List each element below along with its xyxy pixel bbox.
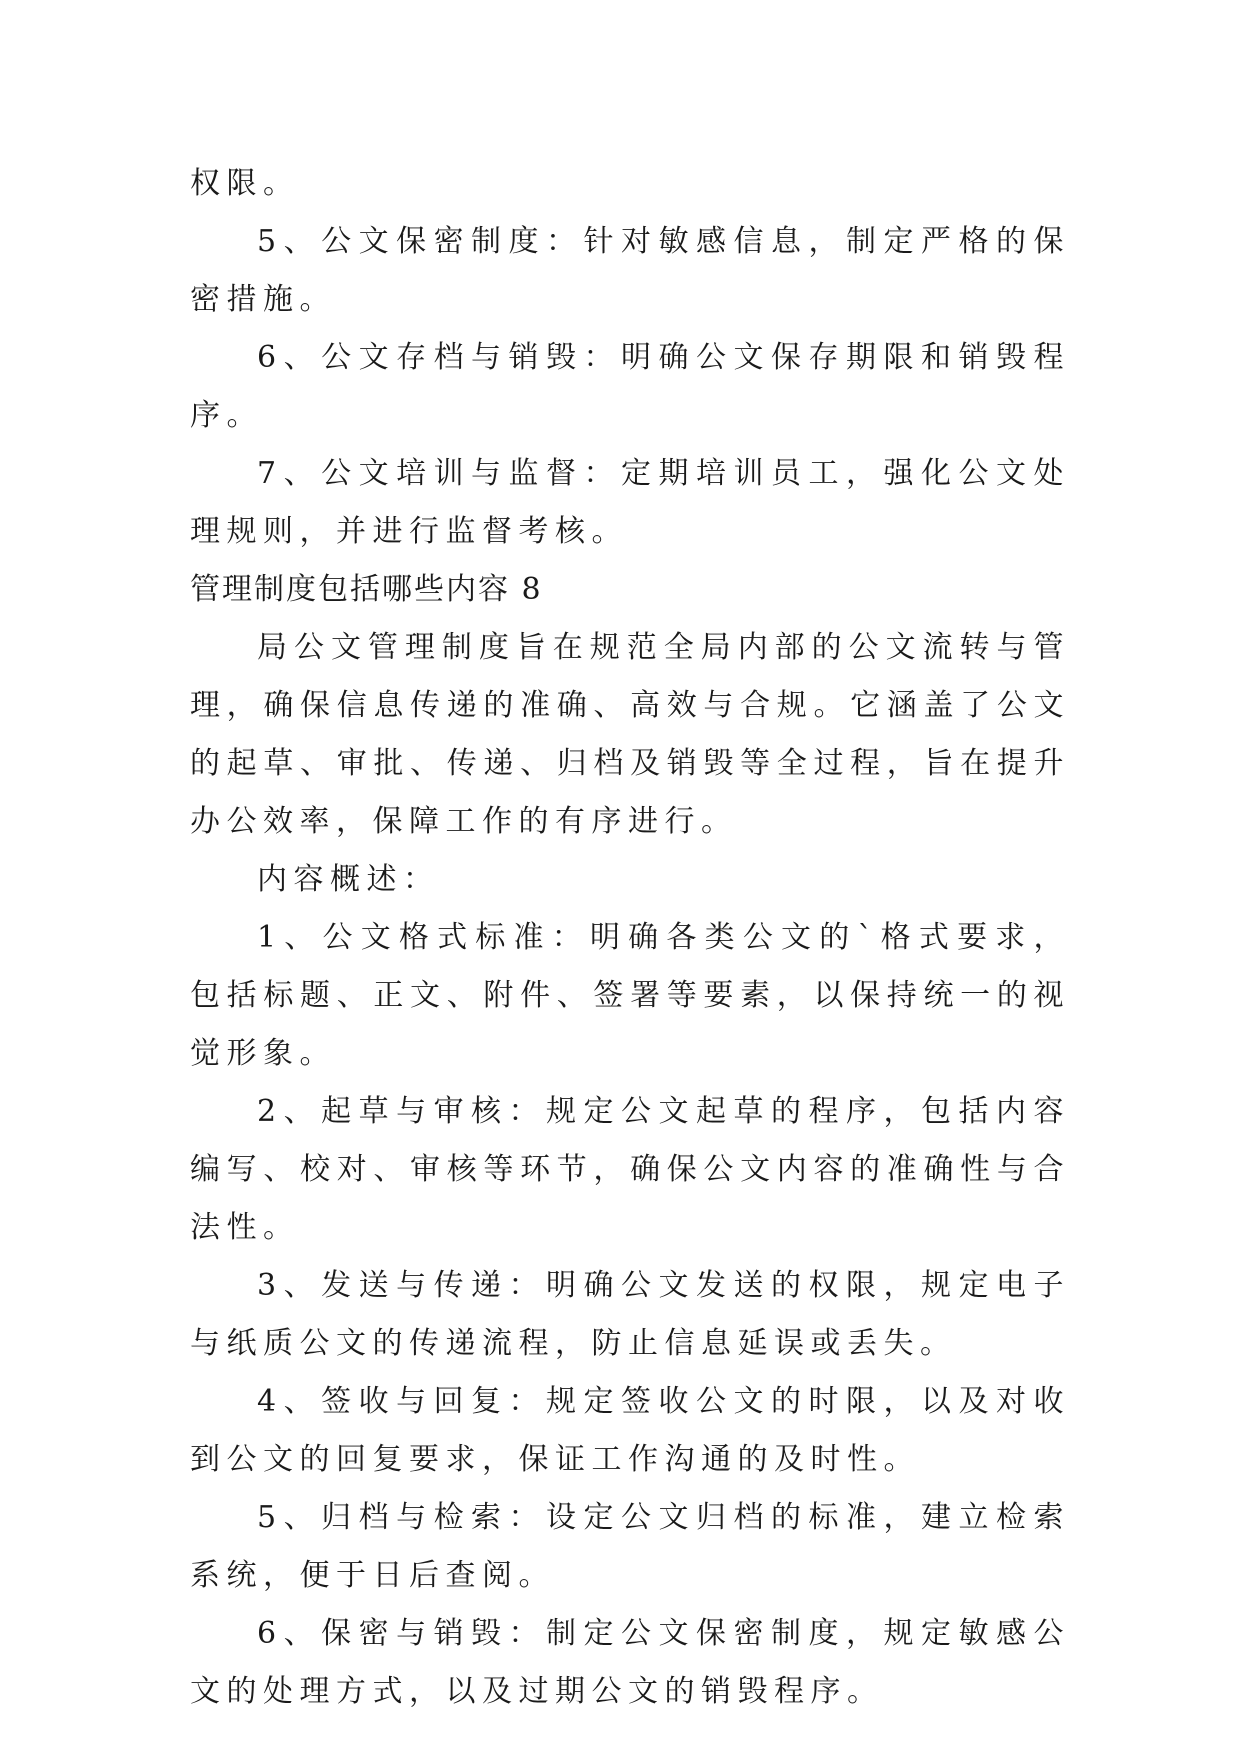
paragraph-sending-delivery: 3、发送与传递：明确公文发送的权限，规定电子与纸质公文的传递流程，防止信息延误或丢失。 bbox=[190, 1268, 1070, 1361]
paragraph-item-7-training: 7、公文培训与监督：定期培训员工，强化公文处理规则，并进行监督考核。 bbox=[190, 456, 1070, 549]
paragraph-drafting-review: 2、起草与审核：规定公文起草的程序，包括内容编写、校对、审核等环节，确保公文内容的准确性与合法性。 bbox=[190, 1094, 1070, 1245]
document-body bbox=[190, 155, 1070, 1721]
paragraph-format-standard: 1、公文格式标准：明确各类公文的`格式要求，包括标题、正文、附件、签署等要素，以保持统一的视觉形象。 bbox=[190, 920, 1070, 1071]
paragraph-continuation: 权限。 bbox=[190, 166, 300, 201]
paragraph-receipt-reply: 4、签收与回复：规定签收公文的时限，以及对收到公文的回复要求，保证工作沟通的及时性。 bbox=[190, 1384, 1070, 1477]
paragraph-item-6-archiving: 6、公文存档与销毁：明确公文保存期限和销毁程序。 bbox=[190, 340, 1070, 433]
paragraph-archive-retrieval: 5、归档与检索：设定公文归档的标准，建立检索系统，便于日后查阅。 bbox=[190, 1500, 1070, 1593]
paragraph-item-5-confidentiality: 5、公文保密制度：针对敏感信息，制定严格的保密措施。 bbox=[190, 224, 1070, 317]
paragraph-intro: 局公文管理制度旨在规范全局内部的公文流转与管理，确保信息传递的准确、高效与合规。它涵盖了公文的起草、审批、传递、归档及销毁等全过程，旨在提升办公效率，保障工作的有序进行。 bbox=[190, 630, 1070, 839]
section-heading: 管理制度包括哪些内容 8 bbox=[190, 572, 543, 607]
paragraph-confidential-destruction: 6、保密与销毁：制定公文保密制度，规定敏感公文的处理方式，以及过期公文的销毁程序。 bbox=[190, 1616, 1070, 1709]
paragraph-overview-label: 内容概述： bbox=[257, 862, 440, 897]
